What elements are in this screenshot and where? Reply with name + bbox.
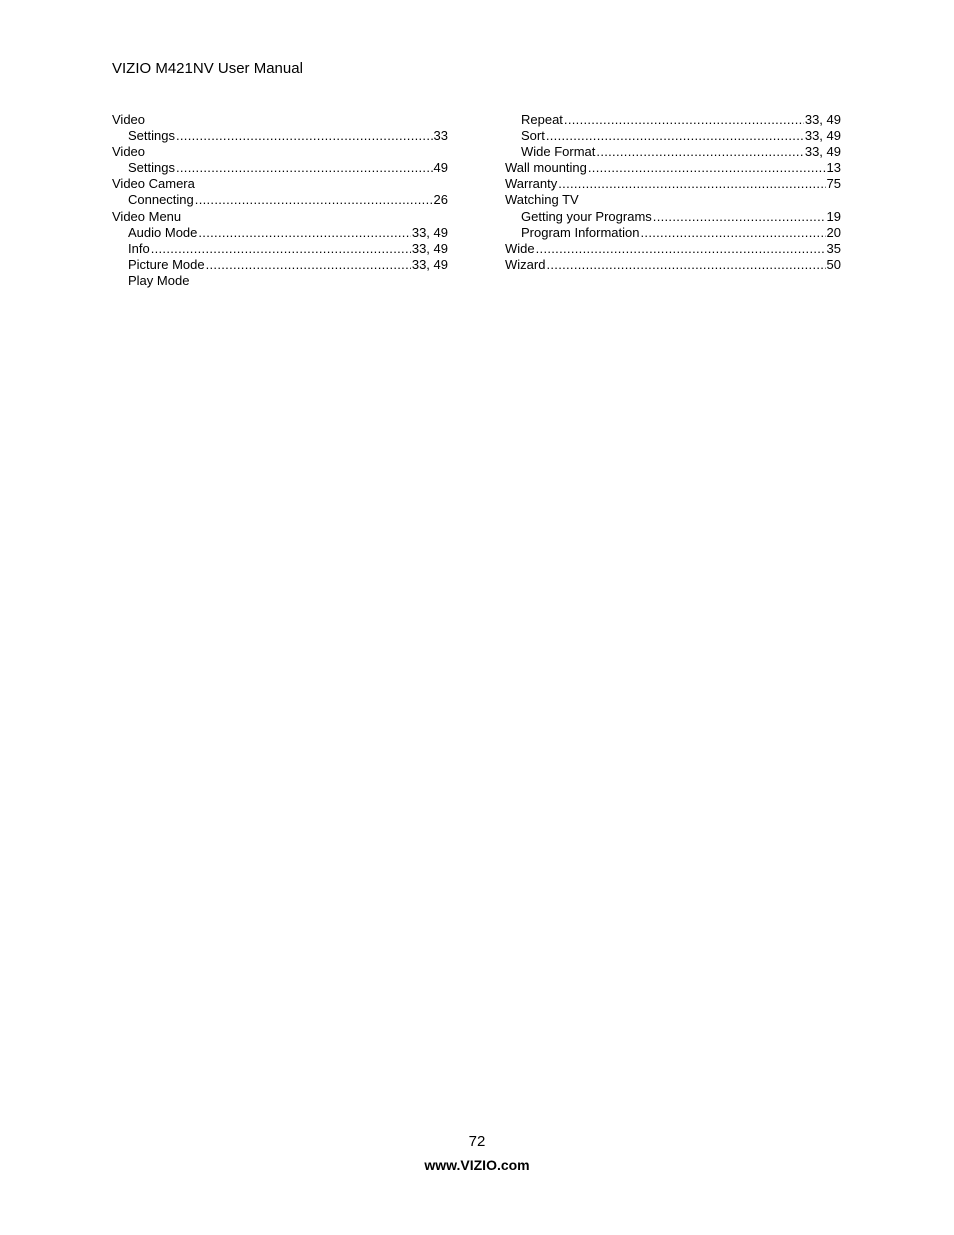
index-entry-label: Video <box>112 144 146 160</box>
index-entry-label: Audio Mode <box>128 224 198 240</box>
dot-leader <box>546 128 804 144</box>
index-page-ref: 13 <box>826 160 841 176</box>
page-number: 72 <box>468 1133 486 1150</box>
footer-url: www.VIZIO.com <box>424 1157 530 1173</box>
index-entry <box>112 176 448 192</box>
index-entry-label: Info <box>128 240 150 256</box>
dot-leader <box>564 112 804 128</box>
index-subentry <box>505 225 841 241</box>
index-page-ref: 19 <box>826 208 841 224</box>
index-entry <box>112 209 448 225</box>
index-page-ref: 33, 49 <box>411 256 448 272</box>
index-entry <box>505 160 841 176</box>
index-entry-label: Wide <box>505 240 535 256</box>
index-entry-label: Wizard <box>505 256 546 272</box>
index-entry <box>505 192 841 208</box>
dot-leader <box>151 241 411 257</box>
index-entry-label: Wide Format <box>521 144 596 160</box>
index-entry <box>505 176 841 192</box>
dot-leader <box>176 128 433 144</box>
index-column-left <box>112 112 448 289</box>
index-page-ref: 33, 49 <box>411 224 448 240</box>
index-column-right <box>505 112 841 273</box>
dot-leader <box>653 209 826 225</box>
index-entry-label: Video Camera <box>112 176 195 192</box>
index-entry <box>112 144 448 160</box>
index-page-ref: 33, 49 <box>804 128 841 144</box>
index-page-ref: 20 <box>826 224 841 240</box>
dot-leader <box>536 241 826 257</box>
index-subentry <box>112 160 448 176</box>
index-entry-label: Watching TV <box>505 192 579 208</box>
index-entry <box>505 241 841 257</box>
index-entry-label: Picture Mode <box>128 256 205 272</box>
index-subentry <box>112 128 448 144</box>
dot-leader <box>558 176 825 192</box>
index-subentry <box>112 257 448 273</box>
index-page-ref: 33 <box>433 128 448 144</box>
dot-leader <box>588 160 826 176</box>
index-entry-label: Warranty <box>505 176 558 192</box>
index-entry-label: Video Menu <box>112 208 182 224</box>
index-entry-label: Settings <box>128 160 175 176</box>
dot-leader <box>596 144 803 160</box>
index-entry <box>505 257 841 273</box>
index-page-ref: 75 <box>826 176 841 192</box>
index-page-ref: 33, 49 <box>804 112 841 127</box>
index-subentry <box>112 192 448 208</box>
index-entry-label: Play Mode <box>128 272 190 288</box>
index-page-ref: 33, 49 <box>411 240 448 256</box>
dot-leader <box>641 225 826 241</box>
index-entry-label: Video <box>112 112 146 127</box>
index-page-ref: 33, 49 <box>804 144 841 160</box>
dot-leader <box>546 257 825 273</box>
index-subentry <box>112 273 448 289</box>
index-subentry <box>505 128 841 144</box>
index-subentry <box>505 144 841 160</box>
index-entry-label: Program Information <box>521 224 640 240</box>
index-entry <box>112 112 448 128</box>
index-page-ref: 49 <box>433 160 448 176</box>
dot-leader <box>198 225 410 241</box>
dot-leader <box>195 192 433 208</box>
dot-leader <box>206 257 411 273</box>
manual-title: VIZIO M421NV User Manual <box>112 60 303 77</box>
index-page-ref: 50 <box>826 256 841 272</box>
index-subentry <box>112 225 448 241</box>
index-entry-label: Connecting <box>128 192 194 208</box>
index-page-ref: 26 <box>433 192 448 208</box>
index-page-ref: 35 <box>826 240 841 256</box>
dot-leader <box>176 160 433 176</box>
index-entry-label: Getting your Programs <box>521 208 652 224</box>
index-subentry <box>112 241 448 257</box>
index-entry-label: Settings <box>128 128 175 144</box>
index-subentry <box>505 209 841 225</box>
index-subentry <box>505 112 841 128</box>
index-entry-label: Repeat <box>521 112 563 127</box>
index-entry-label: Wall mounting <box>505 160 587 176</box>
index-entry-label: Sort <box>521 128 545 144</box>
